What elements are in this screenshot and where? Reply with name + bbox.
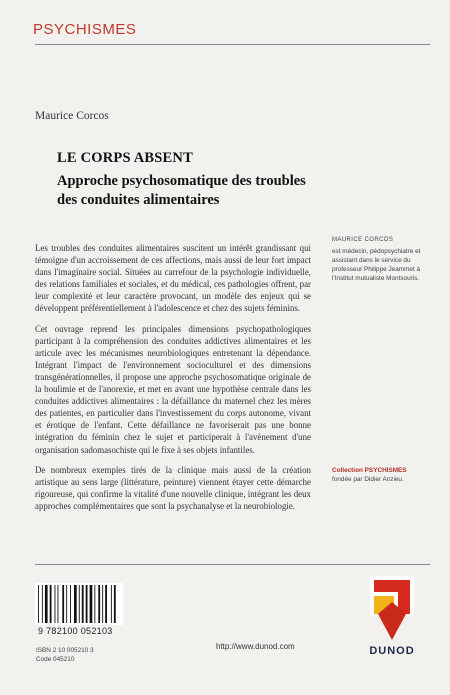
- book-title: LE CORPS ABSENT: [57, 150, 193, 166]
- top-divider: [35, 44, 430, 45]
- barcode-bar: [105, 585, 107, 623]
- barcode-bar: [82, 585, 84, 623]
- publisher-website-link[interactable]: http://www.dunod.com: [216, 642, 295, 651]
- barcode-bar: [90, 585, 93, 623]
- barcode-bar: [86, 585, 88, 623]
- barcode-bar: [62, 585, 64, 623]
- book-subtitle: Approche psychosomatique des troubles des conduites alimentaires: [57, 173, 306, 208]
- barcode-bar: [70, 585, 71, 623]
- barcode-bar: [38, 585, 39, 623]
- sidebar-author-name: MAURICE CORCOS: [332, 237, 394, 243]
- code-line: Code 045210: [36, 656, 75, 663]
- barcode-bar: [102, 585, 103, 623]
- isbn-line: ISBN 2 10 005210 3: [36, 647, 94, 654]
- barcode: [35, 583, 123, 625]
- series-title: PSYCHISMES: [33, 21, 137, 38]
- bottom-divider: [35, 564, 430, 565]
- barcode-bar: [58, 585, 59, 623]
- barcode-number: 9 782100 052103: [38, 626, 113, 636]
- barcode-bar: [111, 585, 112, 623]
- isbn-block: [36, 646, 94, 664]
- barcode-bar: [98, 585, 100, 623]
- barcode-bar: [50, 585, 52, 623]
- blurb-paragraph-1: Les troubles des conduites alimentaires suscitent un intérêt grandissant qui témoigne d'un accroissement de ces affections, mais aussi de leur fort impact dans l'imaginaire social. Situées au carrefour de la psychologie individuelle, des relations familiales et sociales, et du médical, ces pathologies offrent, par leur complexité et leur caractère provocant, un modèle des enjeux qui se développent préférentiellement à l'adolescence et chez des sujets féminins.: [35, 243, 311, 314]
- barcode-bar: [94, 585, 95, 623]
- blurb-text: [35, 242, 311, 520]
- barcode-bar: [55, 585, 56, 623]
- collection-label: Collection PSYCHISMES: [332, 467, 407, 474]
- barcode-bar: [114, 585, 116, 623]
- barcode-bar: [45, 585, 48, 623]
- barcode-bar: [79, 585, 80, 623]
- blurb-paragraph-3: De nombreux exemples tirés de la clinique mais aussi de la création artistique au sens large (littérature, peinture) viennent étayer cette démarche rigoureuse, qui confirme la vitalité d'une nouvelle clinique, intégrant les deux approches complémentaires que sont la psychanalyse et la neurobiologie.: [35, 464, 311, 511]
- author-name: Maurice Corcos: [35, 110, 109, 122]
- barcode-bars: [35, 583, 123, 625]
- sidebar-author-bio: est médecin, pédopsychiatre et assistant dans le service du professeur Philippe Jeammet à l'Institut mutualiste Montsouris.: [332, 248, 421, 282]
- collection-founder: fondée par Didier Anzieu.: [332, 476, 404, 483]
- publisher-name: DUNOD: [369, 645, 415, 657]
- blurb-paragraph-2: Cet ouvrage reprend les principales dimensions psychopathologiques participant à la compréhension des conduites addictives alimentaires et les articule avec les mécanismes neurobiologiques entretenant la dépendance. Intégrant l'impact de l'environnement socioculturel et des dimensions transgénérationnelles, il propose une approche psychosomatique originale de la boulimie et de l'anorexie, et met en avant une hypothèse centrale dans les conduites addictives alimentaires : la défaillance du maternel chez les mères des patientes, en particulier dans l'investissement du corps autonome, vivant et érotique de l'enfant. Cette défaillance ne favoriserait pas une bonne intégration du féminin chez le sujet et participerait à l'avènement d'une organisation sadomasochiste qui le fixe à ses objets infantiles.: [35, 323, 311, 455]
- barcode-bar: [66, 585, 67, 623]
- collection-info: [332, 466, 442, 484]
- barcode-bar: [42, 585, 43, 623]
- barcode-bar: [74, 585, 77, 623]
